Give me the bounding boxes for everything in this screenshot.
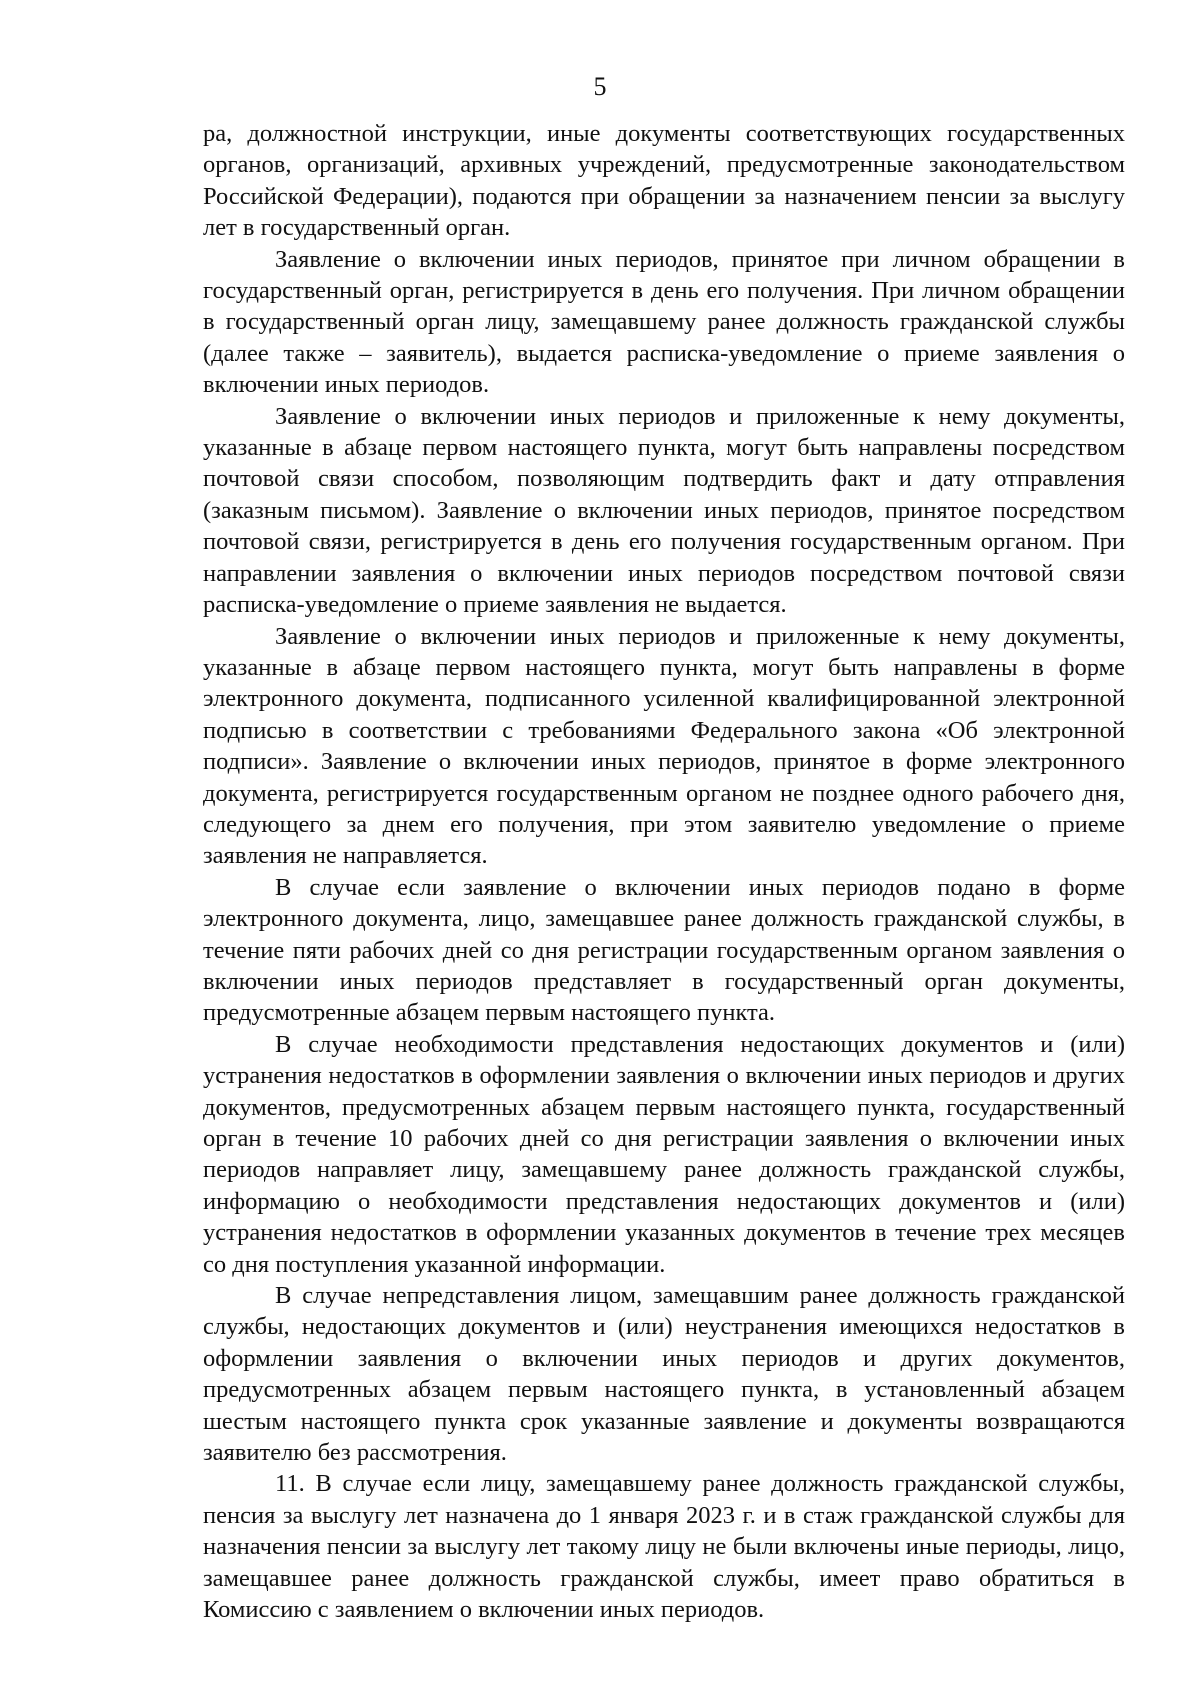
paragraph-return-without-review: В случае непредставления лицом, замещавшим ранее должность гражданской службы, недостающих документов и (или) неустранения имеющихся недостатков в оформлении заявления о включении иных периодов и других документов, предусмотренных абзацем первым настоящего пункта, в установленный абзацем шестым настоящего пункта срок указанные заявление и документы возвращаются заявителю без рассмотрения. [203,1282,1125,1467]
paragraph-personal-submission: Заявление о включении иных периодов, принятое при личном обращении в государственный орган, регистрируется в день его получения. При личном обращении в государственный орган лицу, замещавшему ранее должность гражданской службы (далее также – заявитель), выдается расписка-уведомление о приеме заявления о включении иных периодов. [203,245,1125,399]
paragraph-postal-submission: Заявление о включении иных периодов и приложенные к нему документы, указанные в абзаце первом настоящего пункта, могут быть направлены посредством почтовой связи способом, позволяющим подтвердить факт и дату отправления (заказным письмом). Заявление о включении иных периодов, принятое посредством почтовой связи, регистрируется в день его получения государственным органом. При направлении заявления о включении иных периодов посредством почтовой связи расписка-уведомление о приеме заявления не выдается. [203,402,1125,619]
page-number: 5 [593,72,607,101]
paragraph-electronic-submission: Заявление о включении иных периодов и приложенные к нему документы, указанные в абзаце первом настоящего пункта, могут быть направлены в форме электронного документа, подписанного усиленной квалифицированной электронной подписью в соответствии с требованиями Федерального закона «Об электронной подписи». Заявление о включении иных периодов, принятое в форме электронного документа, регистрируется государственным органом не позднее одного рабочего дня, следующего за днем его получения, при этом заявителю уведомление о приеме заявления не направляется. [203,622,1125,870]
paragraph-item-11: 11. В случае если лицу, замещавшему ранее должность гражданской службы, пенсия за выслугу лет назначена до 1 января 2023 г. и в стаж гражданской службы для назначения пенсии за выслугу лет такому лицу не были включены иные периоды, лицо, замещавшее ранее должность гражданской службы, имеет право обратиться в Комиссию с заявлением о включении иных периодов. [203,1470,1125,1624]
document-body [203,118,1125,1626]
paragraph-missing-documents: В случае необходимости представления недостающих документов и (или) устранения недостатков в оформлении заявления о включении иных периодов и других документов, предусмотренных абзацем первым настоящего пункта, государственный орган в течение 10 рабочих дней со дня регистрации заявления о включении иных периодов направляет лицу, замещавшему ранее должность гражданской службы, информацию о необходимости представления недостающих документов и (или) устранения недостатков в оформлении указанных документов в течение трех месяцев со дня поступления указанной информации. [203,1030,1125,1278]
paragraph-continuation: ра, должностной инструкции, иные документы соответствующих государственных органов, организаций, архивных учреждений, предусмотренные законодательством Российской Федерации), подаются при обращении за назначением пенсии за выслугу лет в государственный орган. [203,120,1125,242]
paragraph-electronic-documents-deadline: В случае если заявление о включении иных периодов подано в форме электронного документа, лицо, замещавшее ранее должность гражданской службы, в течение пяти рабочих дней со дня регистрации государственным органом заявления о включении иных периодов представляет в государственный орган документы, предусмотренные абзацем первым настоящего пункта. [203,873,1125,1027]
